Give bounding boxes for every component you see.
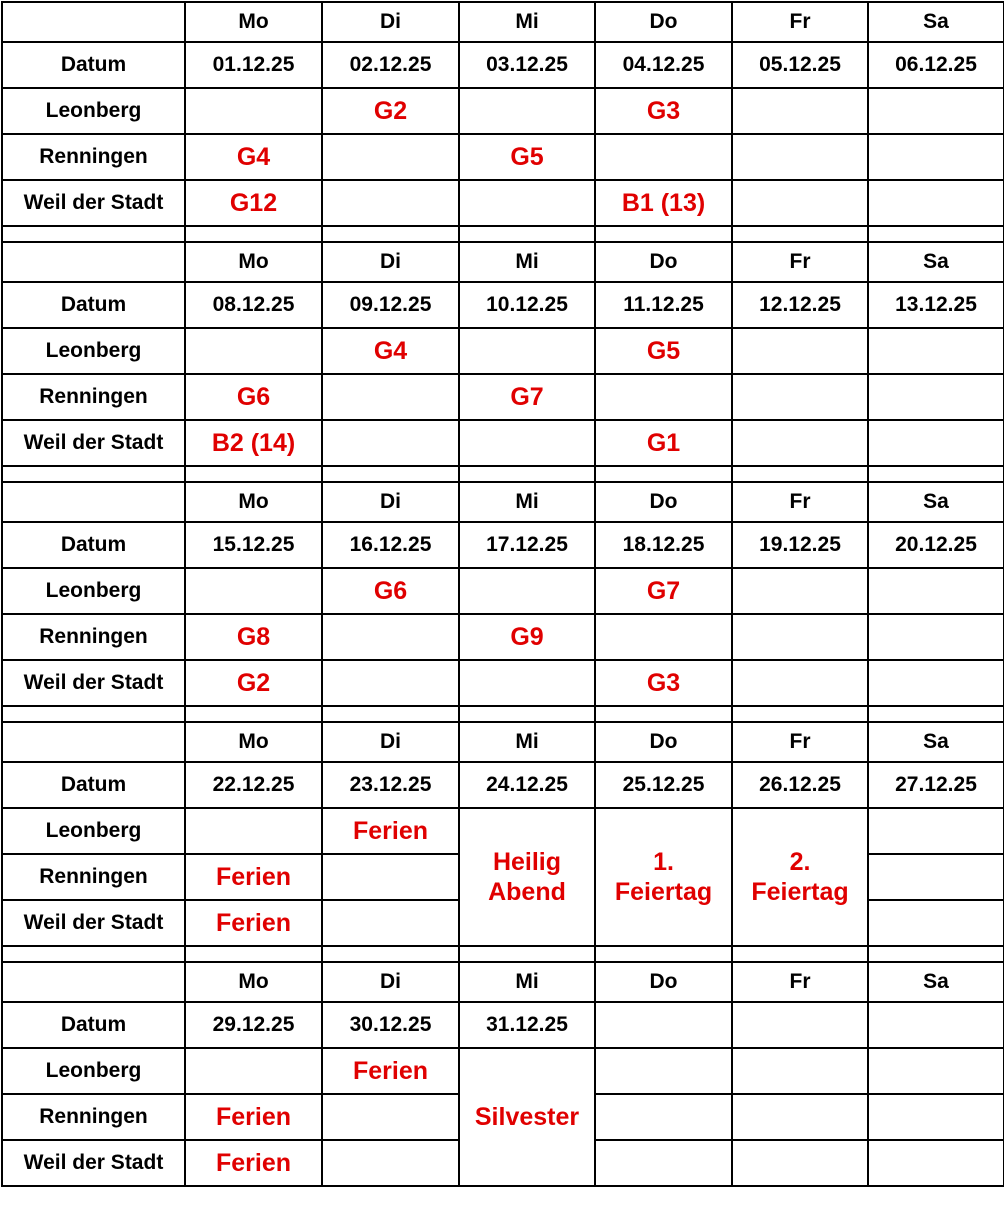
date-cell: 10.12.25 bbox=[459, 282, 595, 328]
weekday-di: Di bbox=[322, 2, 459, 42]
schedule-cell bbox=[595, 1094, 732, 1140]
holiday-line: Feiertag bbox=[751, 878, 849, 906]
leonberg-label: Leonberg bbox=[2, 808, 185, 854]
schedule-cell: G6 bbox=[185, 374, 322, 420]
weekday-header-row bbox=[2, 482, 1004, 522]
renningen-label: Renningen bbox=[2, 854, 185, 900]
date-cell: 15.12.25 bbox=[185, 522, 322, 568]
weil-label: Weil der Stadt bbox=[2, 900, 185, 946]
schedule-cell bbox=[322, 900, 459, 946]
date-cell: 06.12.25 bbox=[868, 42, 1004, 88]
date-cell: 05.12.25 bbox=[732, 42, 868, 88]
schedule-cell bbox=[732, 614, 868, 660]
date-row bbox=[2, 42, 1004, 88]
schedule-cell bbox=[459, 88, 595, 134]
date-row bbox=[2, 762, 1004, 808]
schedule-cell bbox=[732, 1094, 868, 1140]
schedule-cell bbox=[732, 1140, 868, 1186]
corner-cell bbox=[2, 482, 185, 522]
weekday-mo: Mo bbox=[185, 962, 322, 1002]
weekday-di: Di bbox=[322, 482, 459, 522]
weekday-do: Do bbox=[595, 962, 732, 1002]
weekday-mo: Mo bbox=[185, 242, 322, 282]
weekday-do: Do bbox=[595, 242, 732, 282]
schedule-cell bbox=[732, 134, 868, 180]
corner-cell bbox=[2, 2, 185, 42]
weekday-mo: Mo bbox=[185, 722, 322, 762]
schedule-cell bbox=[732, 328, 868, 374]
date-cell: 27.12.25 bbox=[868, 762, 1004, 808]
schedule-cell: Ferien bbox=[185, 900, 322, 946]
leonberg-label: Leonberg bbox=[2, 88, 185, 134]
schedule-cell bbox=[185, 328, 322, 374]
leonberg-label: Leonberg bbox=[2, 568, 185, 614]
leonberg-row bbox=[2, 88, 1004, 134]
schedule-cell bbox=[595, 1048, 732, 1094]
date-cell: 30.12.25 bbox=[322, 1002, 459, 1048]
schedule-cell bbox=[322, 374, 459, 420]
schedule-cell bbox=[732, 568, 868, 614]
schedule-cell bbox=[322, 134, 459, 180]
schedule-cell: G5 bbox=[595, 328, 732, 374]
date-cell: 29.12.25 bbox=[185, 1002, 322, 1048]
date-label: Datum bbox=[2, 1002, 185, 1048]
weekday-header-row bbox=[2, 2, 1004, 42]
corner-cell bbox=[2, 242, 185, 282]
weekday-mi: Mi bbox=[459, 2, 595, 42]
holiday-feiertag-1 bbox=[595, 808, 732, 946]
date-cell: 20.12.25 bbox=[868, 522, 1004, 568]
renningen-label: Renningen bbox=[2, 614, 185, 660]
date-row bbox=[2, 1002, 1004, 1048]
date-label: Datum bbox=[2, 42, 185, 88]
schedule-cell bbox=[868, 660, 1004, 706]
renningen-label: Renningen bbox=[2, 1094, 185, 1140]
schedule-cell bbox=[459, 660, 595, 706]
schedule-cell: G9 bbox=[459, 614, 595, 660]
schedule-cell bbox=[868, 88, 1004, 134]
schedule-cell bbox=[732, 180, 868, 226]
schedule-cell: G4 bbox=[322, 328, 459, 374]
schedule-cell bbox=[868, 854, 1004, 900]
leonberg-row bbox=[2, 328, 1004, 374]
date-cell: 24.12.25 bbox=[459, 762, 595, 808]
schedule-cell: Ferien bbox=[185, 854, 322, 900]
schedule-cell bbox=[459, 420, 595, 466]
date-cell: 17.12.25 bbox=[459, 522, 595, 568]
schedule-cell bbox=[868, 900, 1004, 946]
holiday-line: Feiertag bbox=[614, 878, 713, 906]
schedule-cell: G7 bbox=[595, 568, 732, 614]
leonberg-label: Leonberg bbox=[2, 1048, 185, 1094]
weil-row bbox=[2, 660, 1004, 706]
weekday-header-row bbox=[2, 722, 1004, 762]
date-cell: 19.12.25 bbox=[732, 522, 868, 568]
date-row bbox=[2, 282, 1004, 328]
schedule-cell bbox=[732, 660, 868, 706]
schedule-cell bbox=[868, 420, 1004, 466]
date-cell: 18.12.25 bbox=[595, 522, 732, 568]
weekday-fr: Fr bbox=[732, 962, 868, 1002]
schedule-cell bbox=[595, 374, 732, 420]
date-cell: 08.12.25 bbox=[185, 282, 322, 328]
schedule-cell bbox=[868, 328, 1004, 374]
date-cell: 09.12.25 bbox=[322, 282, 459, 328]
weekday-do: Do bbox=[595, 482, 732, 522]
date-row bbox=[2, 522, 1004, 568]
schedule-table bbox=[1, 1, 1004, 1187]
date-cell: 12.12.25 bbox=[732, 282, 868, 328]
weekday-fr: Fr bbox=[732, 242, 868, 282]
schedule-cell bbox=[868, 180, 1004, 226]
date-cell: 04.12.25 bbox=[595, 42, 732, 88]
schedule-cell: G12 bbox=[185, 180, 322, 226]
date-cell bbox=[868, 1002, 1004, 1048]
schedule-cell bbox=[868, 1048, 1004, 1094]
renningen-row bbox=[2, 134, 1004, 180]
date-cell: 22.12.25 bbox=[185, 762, 322, 808]
schedule-cell bbox=[868, 568, 1004, 614]
schedule-cell bbox=[185, 88, 322, 134]
weekday-di: Di bbox=[322, 962, 459, 1002]
leonberg-row bbox=[2, 568, 1004, 614]
weil-label: Weil der Stadt bbox=[2, 660, 185, 706]
renningen-label: Renningen bbox=[2, 374, 185, 420]
schedule-cell: G1 bbox=[595, 420, 732, 466]
schedule-cell bbox=[732, 374, 868, 420]
holiday-feiertag-2 bbox=[732, 808, 868, 946]
weekday-sa: Sa bbox=[868, 722, 1004, 762]
leonberg-label: Leonberg bbox=[2, 328, 185, 374]
spacer-row bbox=[2, 466, 1004, 482]
weekday-di: Di bbox=[322, 242, 459, 282]
date-cell: 11.12.25 bbox=[595, 282, 732, 328]
schedule-cell bbox=[322, 420, 459, 466]
schedule-cell: Ferien bbox=[322, 1048, 459, 1094]
weil-label: Weil der Stadt bbox=[2, 1140, 185, 1186]
date-cell: 02.12.25 bbox=[322, 42, 459, 88]
schedule-cell: G3 bbox=[595, 88, 732, 134]
date-cell: 01.12.25 bbox=[185, 42, 322, 88]
weekday-header-row bbox=[2, 242, 1004, 282]
leonberg-row bbox=[2, 808, 1004, 854]
weekday-mi: Mi bbox=[459, 242, 595, 282]
schedule-cell bbox=[185, 808, 322, 854]
weekday-sa: Sa bbox=[868, 242, 1004, 282]
schedule-cell bbox=[595, 134, 732, 180]
holiday-heilig-abend bbox=[459, 808, 595, 946]
schedule-cell bbox=[459, 568, 595, 614]
weekday-mo: Mo bbox=[185, 482, 322, 522]
schedule-cell bbox=[459, 180, 595, 226]
date-cell: 25.12.25 bbox=[595, 762, 732, 808]
schedule-cell: Ferien bbox=[185, 1094, 322, 1140]
schedule-cell: G2 bbox=[322, 88, 459, 134]
schedule-cell bbox=[322, 1140, 459, 1186]
renningen-row bbox=[2, 614, 1004, 660]
date-cell: 23.12.25 bbox=[322, 762, 459, 808]
schedule-cell: G7 bbox=[459, 374, 595, 420]
renningen-label: Renningen bbox=[2, 134, 185, 180]
schedule-cell bbox=[595, 1140, 732, 1186]
weekday-di: Di bbox=[322, 722, 459, 762]
weekday-fr: Fr bbox=[732, 482, 868, 522]
date-cell bbox=[732, 1002, 868, 1048]
schedule-cell bbox=[322, 854, 459, 900]
holiday-silvester: Silvester bbox=[459, 1048, 595, 1186]
schedule-cell bbox=[868, 614, 1004, 660]
date-cell: 31.12.25 bbox=[459, 1002, 595, 1048]
weekday-mi: Mi bbox=[459, 722, 595, 762]
weekday-sa: Sa bbox=[868, 2, 1004, 42]
weil-label: Weil der Stadt bbox=[2, 180, 185, 226]
schedule-cell bbox=[868, 1140, 1004, 1186]
schedule-cell bbox=[185, 1048, 322, 1094]
date-cell: 26.12.25 bbox=[732, 762, 868, 808]
schedule-cell: Ferien bbox=[185, 1140, 322, 1186]
corner-cell bbox=[2, 962, 185, 1002]
weekday-header-row bbox=[2, 962, 1004, 1002]
weekday-sa: Sa bbox=[868, 962, 1004, 1002]
schedule-cell bbox=[322, 660, 459, 706]
corner-cell bbox=[2, 722, 185, 762]
spacer-row bbox=[2, 706, 1004, 722]
weekday-do: Do bbox=[595, 722, 732, 762]
holiday-line: 2. bbox=[789, 848, 811, 876]
schedule-cell: G5 bbox=[459, 134, 595, 180]
weekday-fr: Fr bbox=[732, 2, 868, 42]
holiday-line: Heilig bbox=[492, 848, 562, 876]
schedule-cell: B2 (14) bbox=[185, 420, 322, 466]
weekday-mi: Mi bbox=[459, 482, 595, 522]
schedule-cell bbox=[868, 374, 1004, 420]
schedule-cell: G4 bbox=[185, 134, 322, 180]
date-cell bbox=[595, 1002, 732, 1048]
leonberg-row bbox=[2, 1048, 1004, 1094]
schedule-cell: G2 bbox=[185, 660, 322, 706]
schedule-cell: G8 bbox=[185, 614, 322, 660]
date-cell: 16.12.25 bbox=[322, 522, 459, 568]
schedule-cell bbox=[868, 1094, 1004, 1140]
date-label: Datum bbox=[2, 762, 185, 808]
weekday-mo: Mo bbox=[185, 2, 322, 42]
schedule-cell bbox=[595, 614, 732, 660]
spacer-row bbox=[2, 226, 1004, 242]
schedule-cell bbox=[868, 134, 1004, 180]
schedule-cell bbox=[322, 1094, 459, 1140]
weekday-do: Do bbox=[595, 2, 732, 42]
schedule-cell bbox=[322, 614, 459, 660]
weekday-mi: Mi bbox=[459, 962, 595, 1002]
schedule-cell: B1 (13) bbox=[595, 180, 732, 226]
schedule-cell bbox=[322, 180, 459, 226]
renningen-row bbox=[2, 374, 1004, 420]
schedule-cell: Ferien bbox=[322, 808, 459, 854]
weil-label: Weil der Stadt bbox=[2, 420, 185, 466]
date-label: Datum bbox=[2, 522, 185, 568]
schedule-cell bbox=[732, 420, 868, 466]
holiday-line: Abend bbox=[488, 878, 566, 906]
weil-row bbox=[2, 420, 1004, 466]
weekday-sa: Sa bbox=[868, 482, 1004, 522]
schedule-cell bbox=[459, 328, 595, 374]
date-label: Datum bbox=[2, 282, 185, 328]
spacer-row bbox=[2, 946, 1004, 962]
schedule-cell bbox=[732, 88, 868, 134]
holiday-line: 1. bbox=[653, 848, 674, 876]
weil-row bbox=[2, 180, 1004, 226]
schedule-cell bbox=[732, 1048, 868, 1094]
weekday-fr: Fr bbox=[732, 722, 868, 762]
schedule-cell: G3 bbox=[595, 660, 732, 706]
schedule-cell bbox=[185, 568, 322, 614]
date-cell: 03.12.25 bbox=[459, 42, 595, 88]
date-cell: 13.12.25 bbox=[868, 282, 1004, 328]
schedule-cell bbox=[868, 808, 1004, 854]
schedule-cell: G6 bbox=[322, 568, 459, 614]
